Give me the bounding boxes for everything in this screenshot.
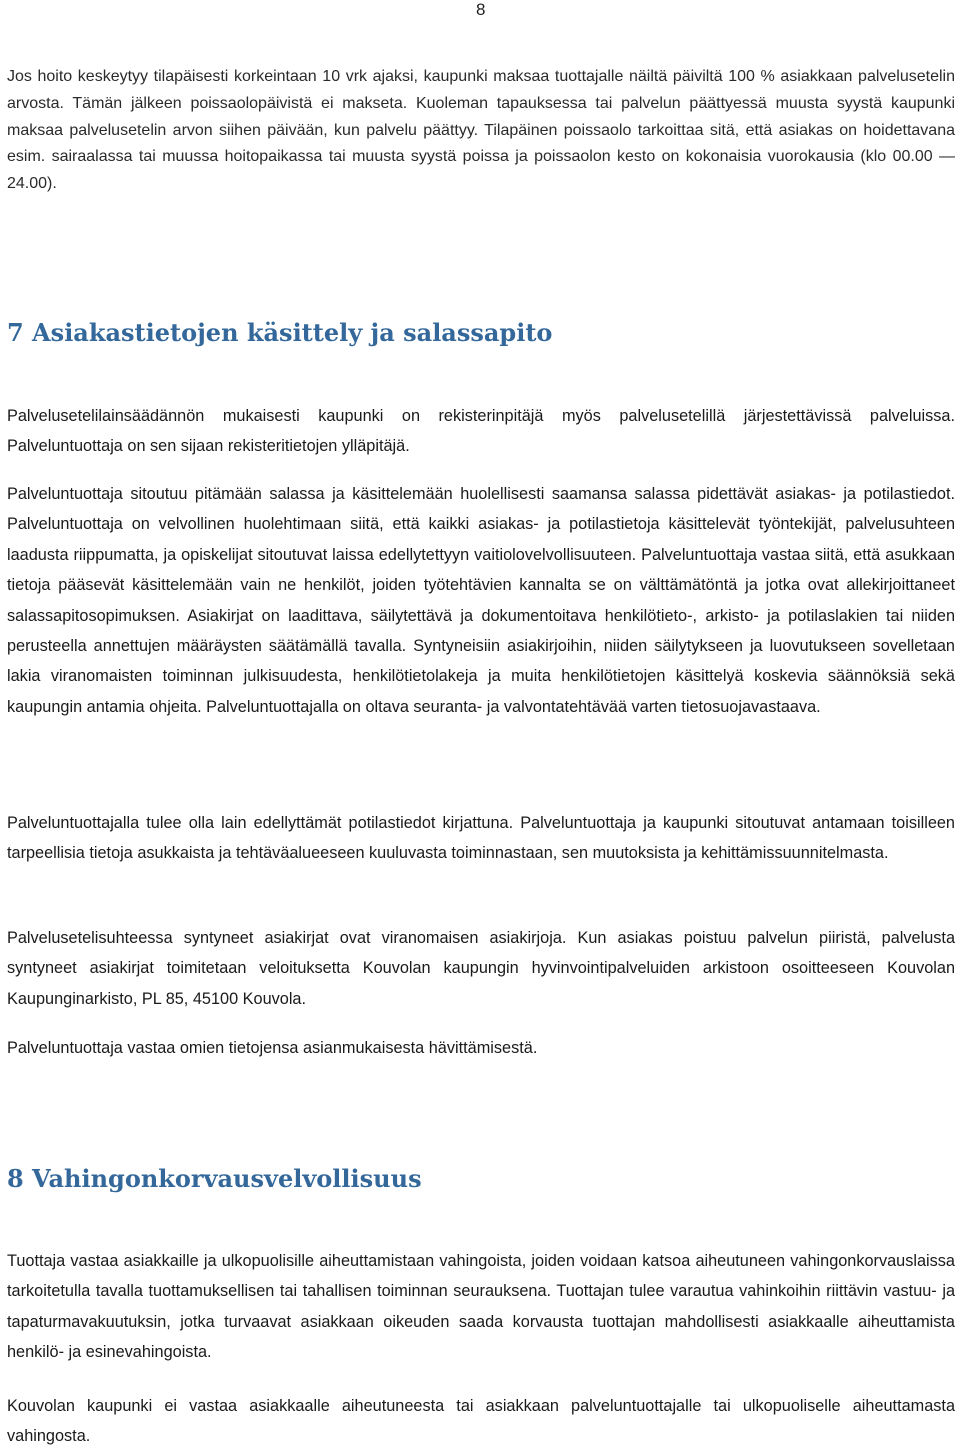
section-8-heading: 8 Vahingonkorvausvelvollisuus — [7, 1164, 422, 1193]
section-8-paragraph-1: Tuottaja vastaa asiakkaille ja ulkopuolisille aiheuttamistaan vahingoista, joiden voidaan katsoa aiheutuneen vahingonkorvauslaissa tarkoitetulla tavalla tuottamuksellisen tai tahallisen toiminnan seurauksena. Tuottajan tulee varautua vahinkoihin riittävin vastuu- ja tapaturmavakuutuksin, jotka turvaavat asiakkaan oikeuden saada korvausta tuottajan mahdollisesti asiakkaalle aiheuttamista henkilö- ja esinevahingoista. — [7, 1252, 955, 1362]
section-8-paragraph-2: Kouvolan kaupunki ei vastaa asiakkaalle aiheutuneesta tai asiakkaan palveluntuottajalle tai ulkopuoliselle aiheuttamasta vahingosta. — [7, 1397, 955, 1446]
page-number: 8 — [476, 0, 486, 19]
section-7-paragraph-1: Palvelusetelilainsäädännön mukaisesti kaupunki on rekisterinpitäjä myös palvelusetelillä järjestettävissä palveluissa. Palveluntuottaja on sen sijaan rekisteritietojen ylläpitäjä. — [7, 407, 955, 456]
section-7-paragraph-4: Palvelusetelisuhteessa syntyneet asiakirjat ovat viranomaisen asiakirjoja. Kun asiakas poistuu palvelun piiristä, palvelusta syntyneet asiakirjat toimitetaan veloituksetta Kouvolan kaupungin hyvinvointipalveluiden arkistoon osoitteeseen Kouvolan Kaupunginarkisto, PL 85, 45100 Kouvola. — [7, 929, 955, 1008]
section-7-paragraph-3: Palveluntuottajalla tulee olla lain edellyttämät potilastiedot kirjattuna. Palveluntuottaja ja kaupunki sitoutuvat antamaan toisilleen tarpeellisia tietoja asukkaista ja tehtäväalueeseen kuuluvasta toiminnastaan, sen muutoksista ja kehittämissuunnitelmasta. — [7, 814, 955, 863]
section-7-paragraph-5: Palveluntuottaja vastaa omien tietojensa asianmukaisesta hävittämisestä. — [7, 1039, 538, 1057]
section-7-paragraph-2: Palveluntuottaja sitoutuu pitämään salassa ja käsittelemään huolellisesti saamansa salassa pidettävät asiakas- ja potilastiedot. Palveluntuottaja on velvollinen huolehtimaan siitä, että kaikki asiakas- ja potilastietoja käsittelevät työntekijät, palvelusuhteen laadusta riippumatta, ja opiskelijat sitoutuvat laissa edellytettyyn vaitiolovelvollisuuteen. Palveluntuottaja vastaa siitä, että asukkaan tietoja pääsevät käsittelemään vain ne henkilöt, joiden työtehtävien kannalta se on välttämätöntä ja jotka ovat allekirjoittaneet salassapitosopimuksen. Asiakirjat on laadittava, säilytettävä ja dokumentoitava henkilötieto-, arkisto- ja potilaslakien tai niiden perusteella annettujen määräysten säätämällä tavalla. Syntyneisiin asiakirjoihin, niiden säilytykseen ja luovutukseen sovelletaan lakia viranomaisten toiminnan julkisuudesta, henkilötietolakeja ja muita henkilötietojen käsittelyä koskevia säännöksiä sekä kaupungin antamia ohjeita. Palveluntuottajalla on oltava seuranta- ja valvontatehtävää varten tietosuojavastaava. — [7, 485, 955, 716]
intro-paragraph: Jos hoito keskeytyy tilapäisesti korkeintaan 10 vrk ajaksi, kaupunki maksaa tuottajalle näiltä päiviltä 100 % asiakkaan palvelusetelin arvosta. Tämän jälkeen poissaolopäivistä ei makseta. Kuoleman tapauksessa tai palvelun päättyessä muusta syystä kaupunki maksaa palvelusetelin arvon siihen päivään, kun palvelu päättyy. Tilapäinen poissaolo tarkoittaa sitä, että asiakas on hoidettavana esim. sairaalassa tai muussa hoitopaikassa tai muusta syystä poissa ja poissaolon kesto on kokonaisia vuorokausia (klo 00.00 — 24.00). — [7, 68, 955, 193]
section-7-heading: 7 Asiakastietojen käsittely ja salassapito — [7, 318, 553, 347]
